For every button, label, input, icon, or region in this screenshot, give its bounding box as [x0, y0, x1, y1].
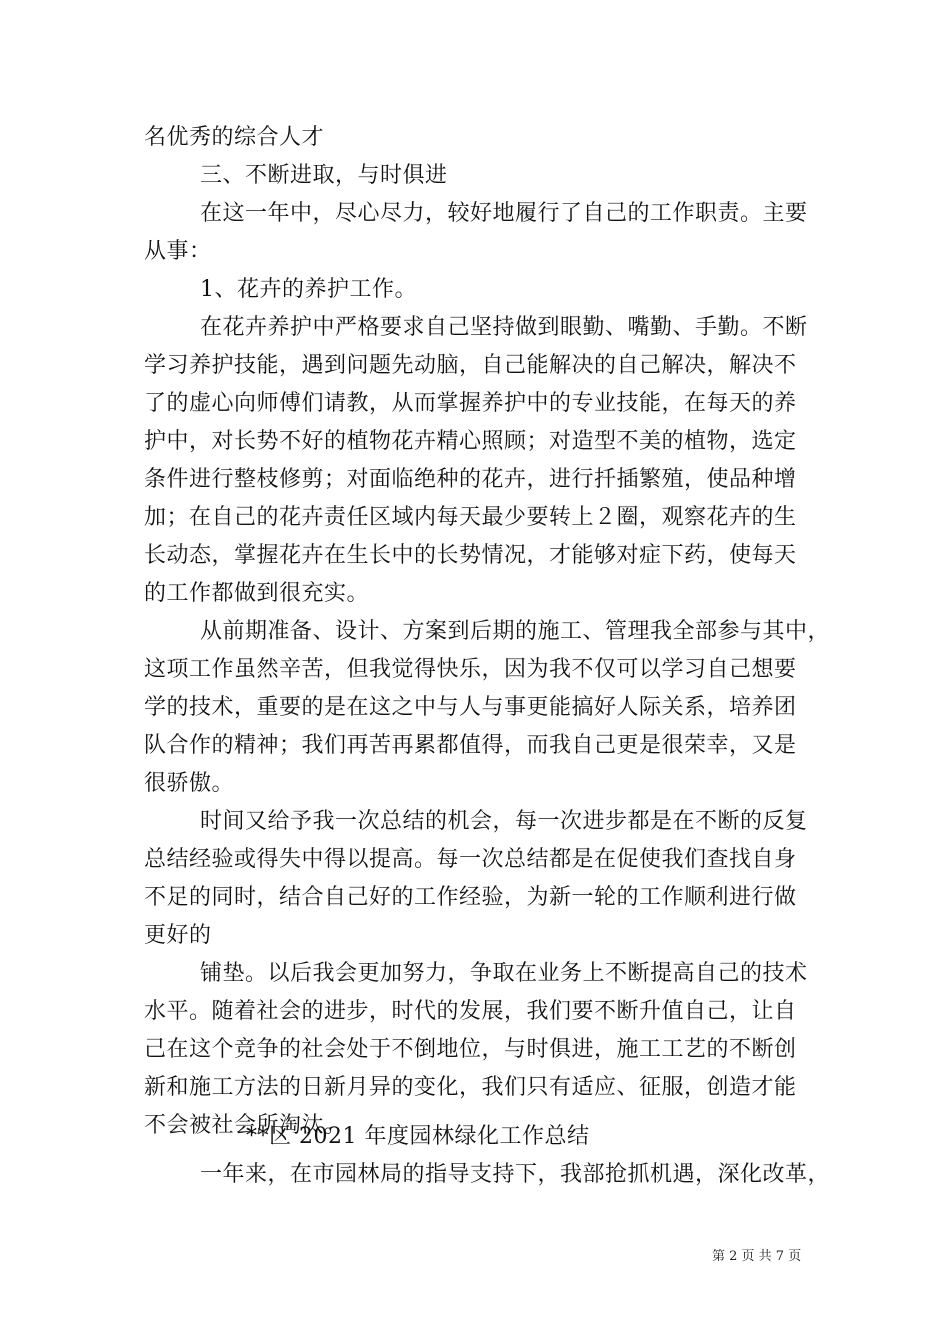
text-line: 队合作的精神；我们再苦再累都值得，而我自己更是很荣幸，又是 [144, 733, 797, 758]
text-line: 在花卉养护中严格要求自己坚持做到眼勤、嘴勤、手勤。不断 [200, 315, 808, 340]
text-line: 学的技术，重要的是在这之中与人与事更能搞好人际关系，培养团 [144, 695, 797, 720]
text-line: 了的虚心向师傅们请教，从而掌握养护中的专业技能，在每天的养 [144, 391, 797, 416]
text-line: 更好的 [144, 923, 212, 948]
text-line: 从事： [144, 239, 212, 264]
text-line: 总结经验或得失中得以提高。每一次总结都是在促使我们查找自身 [144, 847, 797, 872]
text-line: 这项工作虽然辛苦，但我觉得快乐，因为我不仅可以学习自己想要 [144, 657, 797, 682]
text-line: 护中，对长势不好的植物花卉精心照顾；对造型不美的植物，选定 [144, 429, 797, 454]
text-line: 己在这个竞争的社会处于不倒地位，与时俱进，施工工艺的不断创 [144, 1037, 797, 1062]
text-line: 名优秀的综合人才 [144, 125, 325, 150]
text-line: 的工作都做到很充实。 [144, 581, 370, 606]
text-line: 条件进行整枝修剪；对面临绝种的花卉，进行扦插繁殖，使品种增 [144, 467, 797, 492]
text-line: 学习养护技能，遇到问题先动脑，自己能解决的自己解决，解决不 [144, 353, 797, 378]
text-line: 很骄傲。 [144, 771, 235, 796]
section-heading: 三、不断进取，与时俱进 [200, 163, 448, 188]
text-line: 从前期准备、设计、方案到后期的施工、管理我全部参与其中， [200, 619, 831, 644]
text-line: 不足的同时，结合自己好的工作经验，为新一轮的工作顺利进行做 [144, 885, 797, 910]
subsection-heading: 1、花卉的养护工作。 [200, 277, 417, 302]
text-line: 一年来，在市园林局的指导支持下，我部抢抓机遇，深化改革， [200, 1162, 831, 1187]
page-number-footer: 第 2 页 共 7 页 [712, 1249, 802, 1264]
text-line: 不会被社会所淘汰。 [144, 1113, 347, 1138]
text-line: 时间又给予我一次总结的机会，每一次进步都是在不断的反复 [200, 809, 808, 834]
text-line: 新和施工方法的日新月异的变化，我们只有适应、征服，创造才能 [144, 1075, 797, 1100]
text-line: 在这一年中，尽心尽力，较好地履行了自己的工作职责。主要 [200, 201, 808, 226]
text-line: 水平。随着社会的进步，时代的发展，我们要不断升值自己，让自 [144, 999, 797, 1024]
text-line: 长动态，掌握花卉在生长中的长势情况，才能够对症下药，使每天 [144, 543, 797, 568]
text-line: 铺垫。以后我会更加努力，争取在业务上不断提高自己的技术 [200, 961, 808, 986]
document-title: **区 2021 年度园林绿化工作总结 [246, 1124, 590, 1149]
text-line: 加；在自己的花卉责任区域内每天最少要转上２圈，观察花卉的生 [144, 505, 797, 530]
